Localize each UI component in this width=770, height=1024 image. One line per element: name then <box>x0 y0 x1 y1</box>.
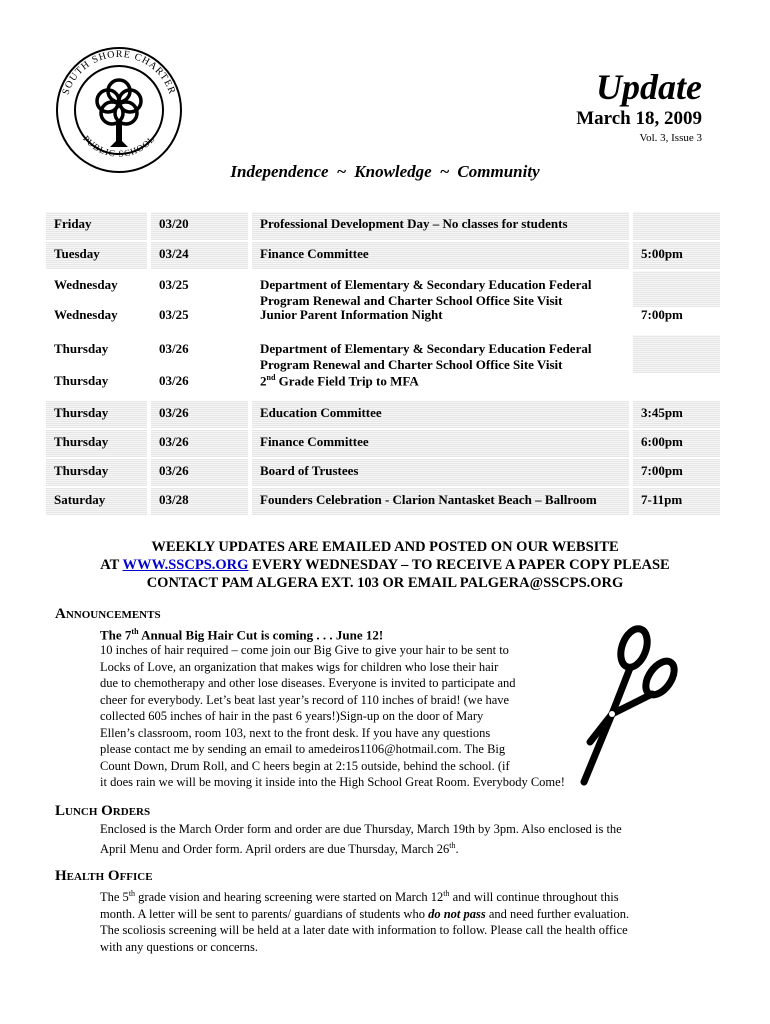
table-row: Thursday 03/26 Board of Trustees 7:00pm <box>46 457 720 486</box>
table-row: Thursday 03/26 2nd Grade Field Trip to MFA <box>46 373 720 399</box>
haircut-text: 10 inches of hair required – come join our Big Give to give your hair to be sent to Locks of Love, an organization that makes wigs for children who lose their hair due to chemotherapy and other lose diseases. Everyone is invited to participate and cheer for everybody. Let’s beat last year’s record of 110 inches of braid! (we have collected 605 inches of hair in the past 6 years!)Sign-up on the door of Mary Ellen’s classroom, room 103, next to the front desk. If you have any questions please contact me by sending an email to amedeiros1106@hotmail.com. The Big Count Down, Drum Roll, and C heers begin at 2:15 outside, behind the school. (if it does rain we will be moving it inside into the High School Great Room. Everybody Come! <box>100 643 565 789</box>
announcements-heading: Announcements <box>55 606 161 622</box>
website-notice: WEEKLY UPDATES ARE EMAILED AND POSTED ON OUR WEBSITE AT WWW.SSCPS.ORG EVERY WEDNESDAY – TO RECEIVE A PAPER COPY PLEASE CONTACT PAM ALGERA EXT. 103 OR EMAIL PALGERA@SSCPS.ORG <box>100 539 670 591</box>
haircut-subtitle: The 7th Annual Big Hair Cut is coming . . . June 12! <box>100 627 384 643</box>
school-motto: Independence ~ Knowledge ~ Community <box>230 162 540 181</box>
table-row: Friday 03/20 Professional Development Day – No classes for students <box>46 210 720 240</box>
svg-text:PUBLIC SCHOOL: PUBLIC SCHOOL <box>81 133 157 159</box>
table-row: Wednesday 03/25 Department of Elementary & Secondary Education Federal Program Renewal and Charter School Office Site Visit <box>46 269 720 307</box>
table-row: Thursday 03/26 Department of Elementary & Secondary Education Federal Program Renewal and Charter School Office Site Visit <box>46 333 720 373</box>
scissors-icon <box>572 622 680 792</box>
table-row: Thursday 03/26 Finance Committee 6:00pm <box>46 428 720 457</box>
table-row: Tuesday 03/24 Finance Committee 5:00pm <box>46 240 720 269</box>
website-link[interactable]: WWW.SSCPS.ORG <box>122 557 249 573</box>
table-row: Thursday 03/26 Education Committee 3:45pm <box>46 399 720 428</box>
schedule-table <box>46 210 720 515</box>
lunch-orders-heading: Lunch Orders <box>55 803 151 819</box>
newsletter-title: Update <box>596 67 702 107</box>
issue-date: March 18, 2009 <box>576 108 702 129</box>
svg-text:SOUTH SHORE CHARTER: SOUTH SHORE CHARTER <box>60 48 178 97</box>
school-logo <box>54 45 184 175</box>
health-office-text: The 5th grade vision and hearing screening were started on March 12th and will continue throughout this month. A letter will be sent to parents/ guardians of students who do not pass and need further evaluation. The scoliosis screening will be held at a later date with information to follow. Please call the health office with any questions or concerns. <box>100 889 630 954</box>
volume-issue: Vol. 3, Issue 3 <box>639 132 702 144</box>
health-office-heading: Health Office <box>55 868 153 884</box>
table-row: Wednesday 03/25 Junior Parent Information Night 7:00pm <box>46 307 720 333</box>
table-row: Saturday 03/28 Founders Celebration - Clarion Nantasket Beach – Ballroom 7-11pm <box>46 486 720 515</box>
lunch-orders-text: Enclosed is the March Order form and order are due Thursday, March 19th by 3pm. Also enclosed is the April Menu and Order form. April orders are due Thursday, March 26th. <box>100 822 622 856</box>
